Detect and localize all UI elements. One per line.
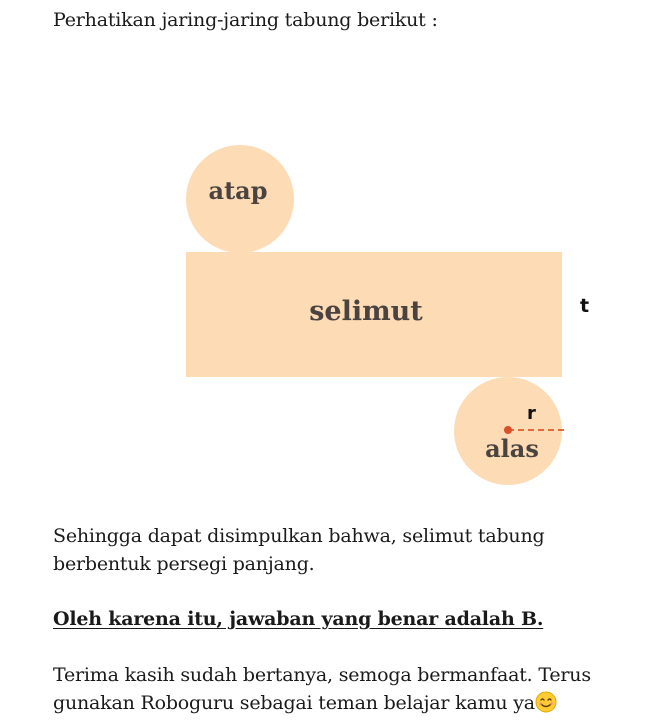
closing-text: Terima kasih sudah bertanya, semoga bermanfaat. Terus gunakan Roboguru sebagai teman belajar kamu ya (53, 664, 591, 714)
radius-label: r (527, 403, 536, 424)
center-point (504, 426, 512, 434)
closing-paragraph (53, 661, 613, 717)
selimut-label: selimut (309, 296, 423, 327)
radius-dashed-line (508, 429, 564, 431)
alas-label: alas (485, 434, 539, 463)
conclusion-text: Sehingga dapat disimpulkan bahwa, selimut tabung berbentuk persegi panjang. (53, 525, 545, 575)
atap-label: atap (208, 176, 268, 205)
answer-text: Oleh karena itu, jawaban yang benar adalah B. (53, 608, 544, 630)
intro-text: Perhatikan jaring-jaring tabung berikut : (53, 9, 438, 31)
smiling-face-emoji-icon (535, 691, 557, 713)
height-label: t (580, 295, 590, 317)
